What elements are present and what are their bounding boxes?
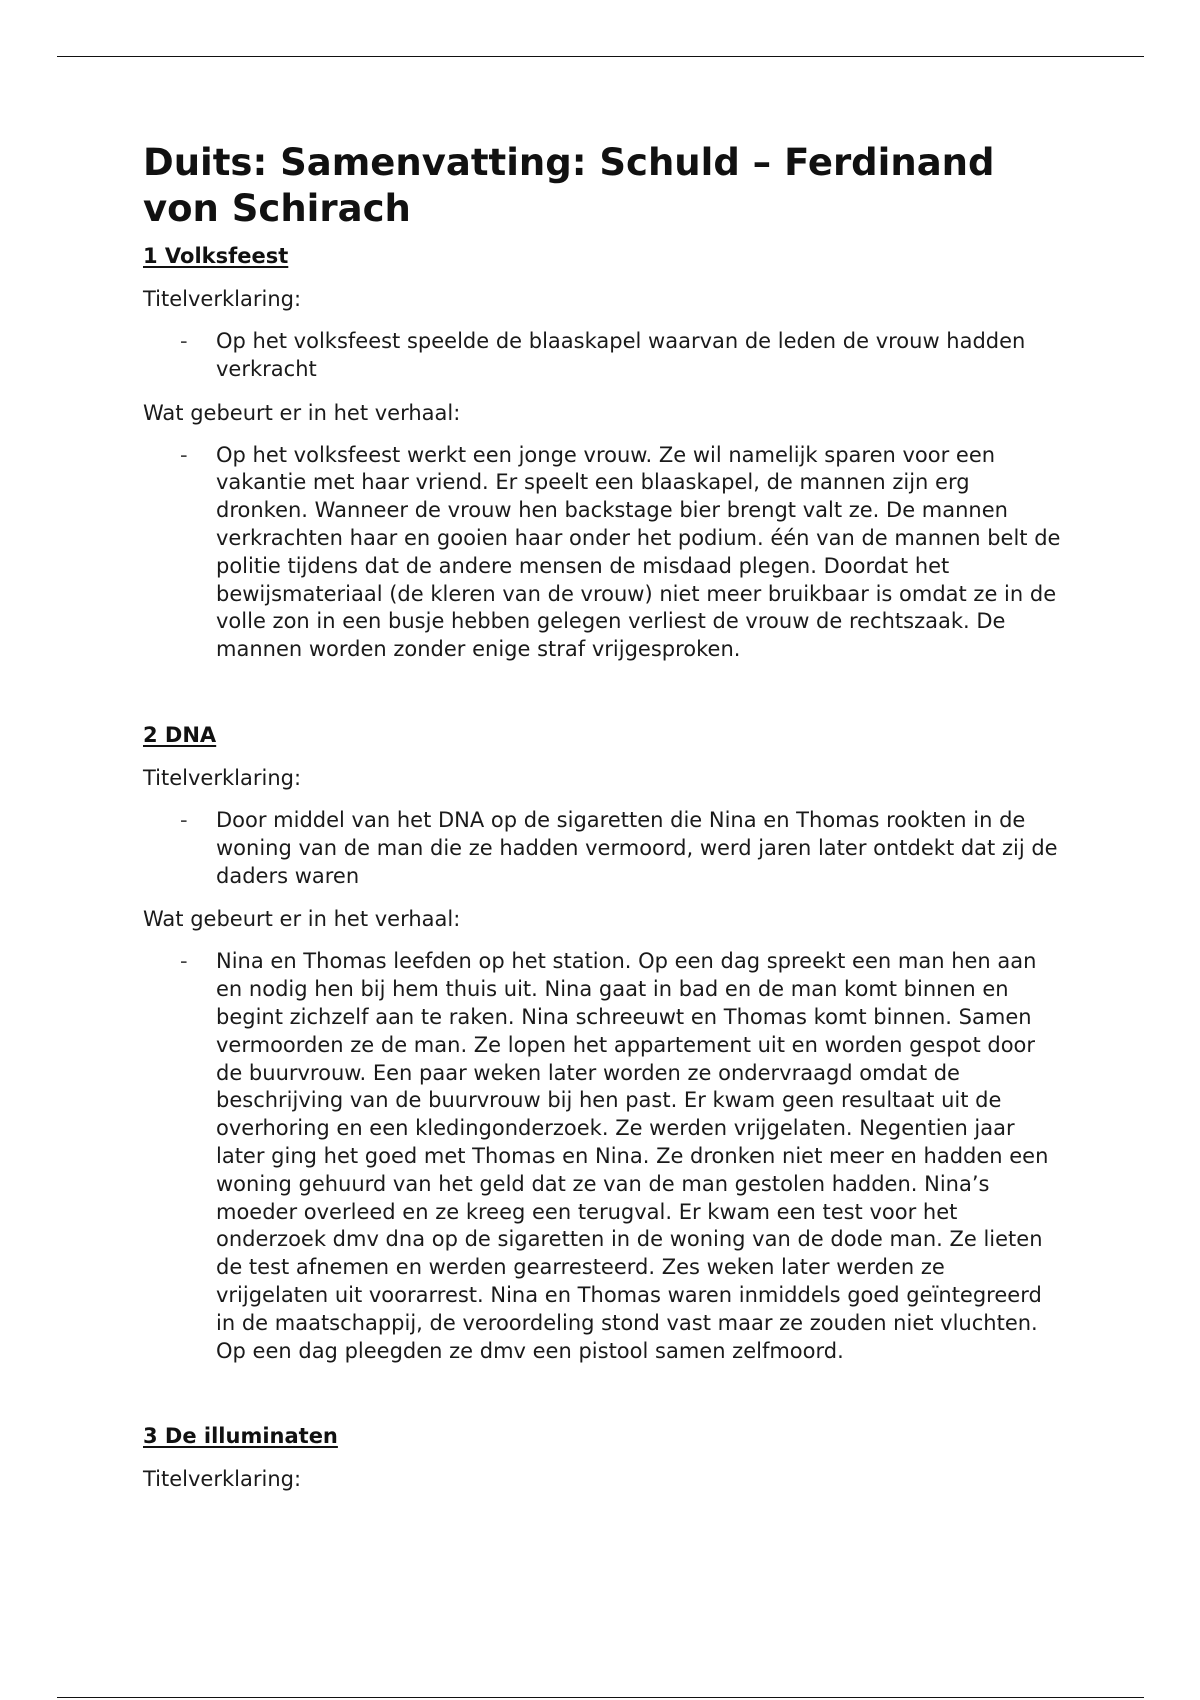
title-explanation-text: Op het volksfeest speelde de blaaskapel waarvan de leden de vrouw hadden verkracht — [216, 329, 1026, 381]
section-heading: 1 Volksfeest — [143, 244, 289, 268]
bullet-marker: - — [180, 949, 188, 974]
section-illuminaten — [143, 1422, 1063, 1493]
document-title: Duits: Samenvatting: Schuld – Ferdinand von Schirach — [143, 141, 995, 230]
bottom-rule — [57, 1697, 1144, 1698]
top-rule — [57, 56, 1144, 57]
title-explanation-label: Titelverklaring: — [143, 765, 302, 790]
bullet-marker: - — [180, 329, 188, 353]
section-heading: 2 DNA — [143, 722, 217, 747]
bullet-marker: - — [180, 442, 188, 467]
story-text: Nina en Thomas leefden op het station. Op een dag spreekt een man hen aan en nodig hen bij hem thuis uit. Nina gaat in bad en de man komt binnen en begint zichzelf aan te raken. Nina schreeuwt en Thomas komt binnen. Samen vermoorden ze de man. Ze lopen het appartement uit en worden gespot door de buurvrouw. Een paar weken later worden ze ondervraagd omdat de beschrijving van de buurvrouw bij hen past. Er kwam geen resultaat uit de overhoring en een kledingonderzoek. Ze werden vrijgelaten. Negentien jaar later ging het goed met Thomas en Nina. Ze dronken niet meer en hadden een woning gehuurd van het geld dat ze van de man gestolen hadden. Nina’s moeder overleed en ze kreeg een terugval. Er kwam een test voor het onderzoek dmv dna op de sigaretten in de woning van de dode man. Ze lieten de test afnemen en werden gearresteerd. Zes weken later werden ze vrijgelaten uit voorarrest. Nina en Thomas waren inmiddels goed geïntegreerd in de maatschappij, de veroordeling stond vast maar ze zouden niet vluchten. Op een dag pleegden ze dmv een pistool samen zelfmoord. — [216, 949, 1049, 1363]
title-explanation-text: Door middel van het DNA op de sigaretten die Nina en Thomas rookten in de woning van de man die ze hadden vermoord, werd jaren later ontdekt dat zij de daders waren — [216, 807, 1058, 888]
story-label: Wat gebeurt er in het verhaal: — [143, 907, 461, 932]
story-label: Wat gebeurt er in het verhaal: — [143, 400, 461, 425]
list-item — [143, 442, 1061, 664]
bullet-marker: - — [180, 807, 188, 832]
document-body — [143, 140, 1063, 1508]
title-explanation-label: Titelverklaring: — [143, 287, 302, 311]
section-volksfeest — [143, 242, 1063, 664]
section-heading: 3 De illuminaten — [143, 1424, 338, 1449]
section-dna — [143, 721, 1063, 1365]
list-item — [143, 328, 1061, 384]
story-text: Op het volksfeest werkt een jonge vrouw. Ze wil namelijk sparen voor een vakantie met haar vriend. Er speelt een blaaskapel, de mannen zijn erg dronken. Wanneer de vrouw hen backstage bier brengt valt ze. De mannen verkrachten haar en gooien haar onder het podium. één van de mannen belt de politie tijdens dat de andere mensen de misdaad plegen. Doordat het bewijsmateriaal (de kleren van de vrouw) niet meer bruikbaar is omdat ze in de volle zon in een busje hebben gelegen verliest de vrouw de rechtszaak. De mannen worden zonder enige straf vrijgesproken. — [216, 442, 1061, 662]
list-item — [143, 807, 1061, 890]
list-item — [143, 948, 1061, 1365]
title-explanation-label: Titelverklaring: — [143, 1467, 302, 1492]
